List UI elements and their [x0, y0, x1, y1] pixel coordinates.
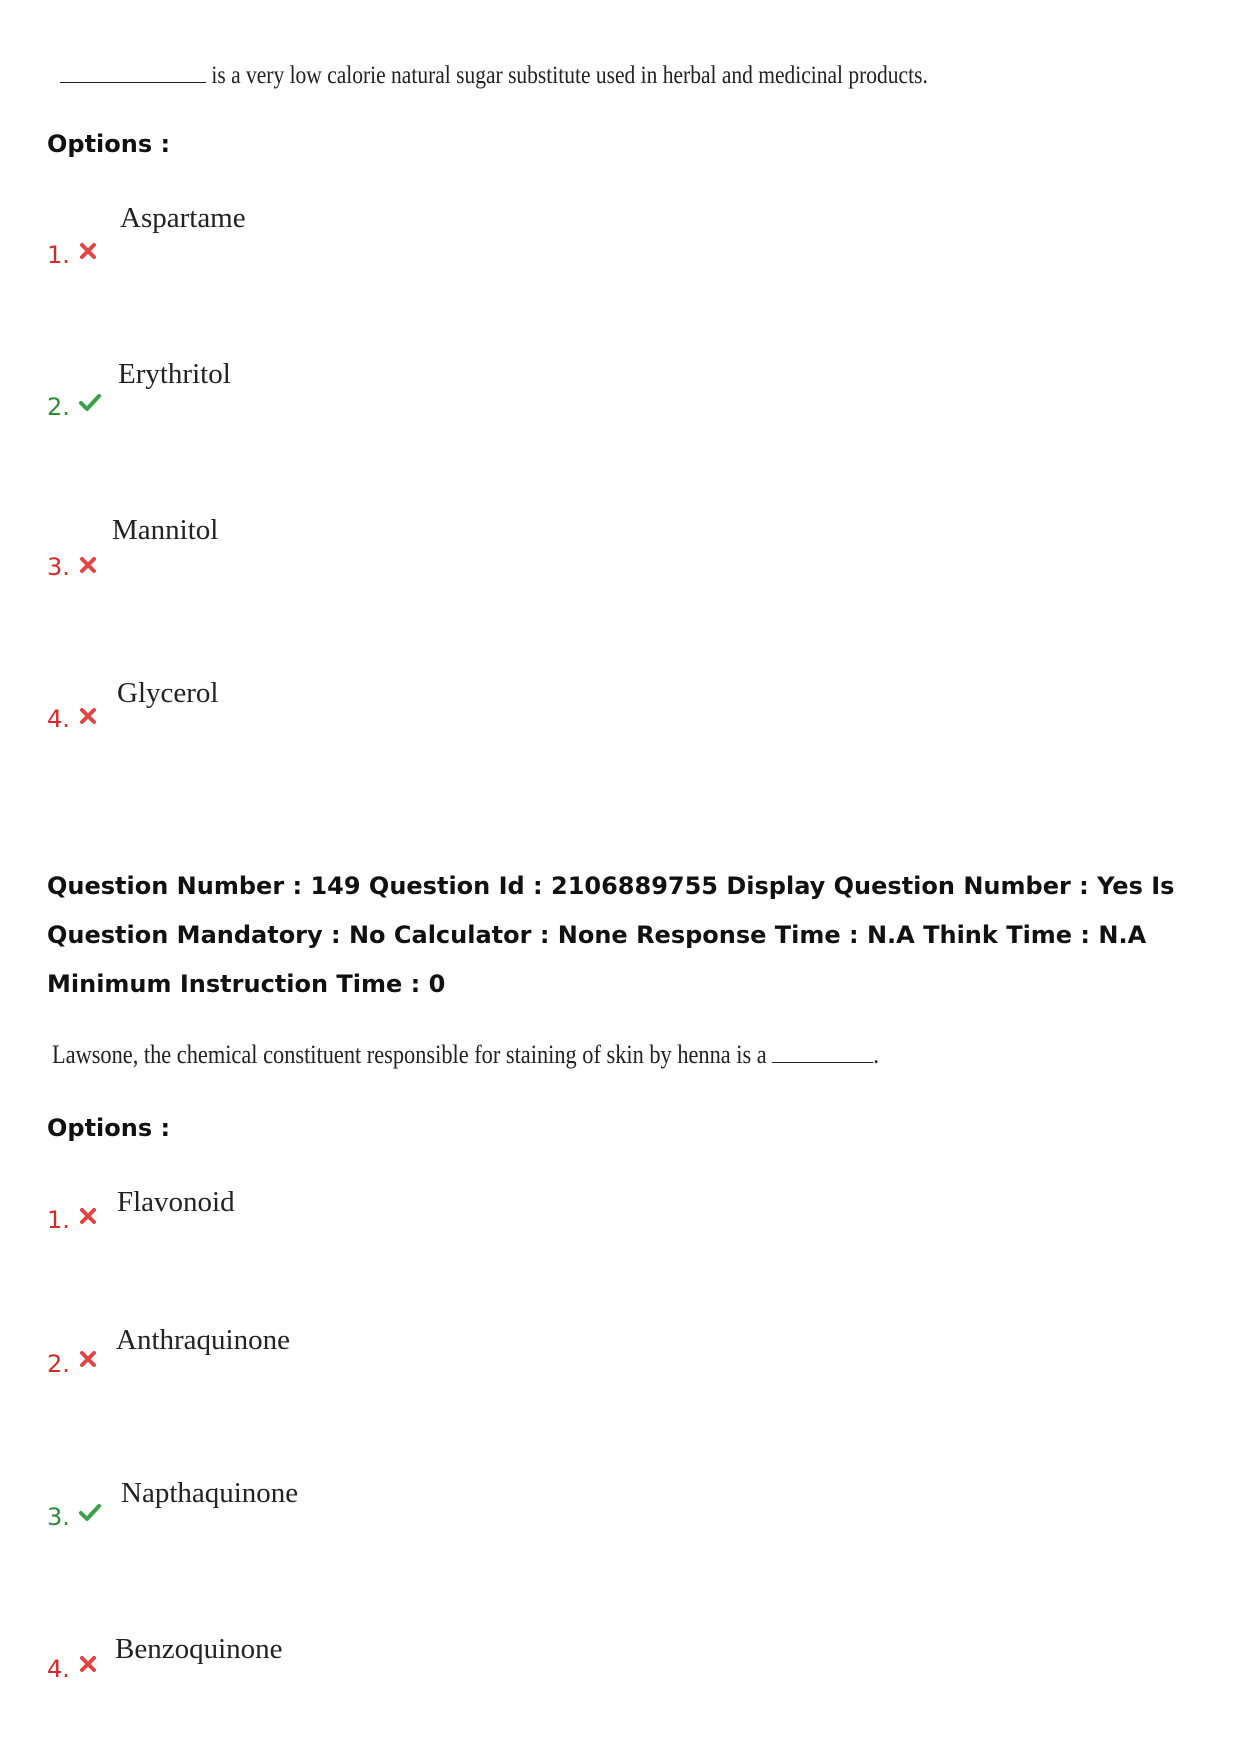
- option-number: 4.: [47, 1655, 70, 1683]
- option-text: Flavonoid: [117, 1186, 235, 1218]
- option-number: 4.: [47, 705, 70, 733]
- option-number: 3.: [47, 1503, 70, 1531]
- option-number: 1.: [47, 1206, 70, 1234]
- question-metadata: Question Number : 149 Question Id : 2106889755 Display Question Number : Yes Is Question Mandatory : No Calculator : None Response Time : N.A Think Time : N.A Minimum Instruction Time : 0: [47, 872, 1175, 998]
- answer-blank: [772, 1042, 873, 1063]
- cross-icon: [78, 241, 98, 261]
- cross-icon: [78, 1654, 98, 1674]
- option-text: Aspartame: [120, 202, 246, 234]
- cross-icon: [78, 1206, 98, 1226]
- option-text: Erythritol: [118, 358, 231, 390]
- option-text: Benzoquinone: [115, 1633, 283, 1665]
- answer-blank: [60, 62, 206, 83]
- check-icon: [78, 392, 102, 412]
- option-number: 1.: [47, 241, 70, 269]
- option-text: Napthaquinone: [121, 1477, 299, 1509]
- option-text: Anthraquinone: [116, 1324, 290, 1356]
- option-number: 2.: [47, 393, 70, 421]
- question-2-text: Lawsone, the chemical constituent responsible for staining of skin by henna is a .: [52, 1040, 879, 1069]
- question-1-text: is a very low calorie natural sugar substitute used in herbal and medicinal products.: [60, 62, 928, 90]
- option-text: Mannitol: [112, 514, 219, 546]
- cross-icon: [78, 706, 98, 726]
- cross-icon: [78, 1349, 98, 1369]
- option-text: Glycerol: [117, 677, 219, 709]
- check-icon: [78, 1502, 102, 1522]
- cross-icon: [78, 555, 98, 575]
- options-label: Options :: [47, 1114, 171, 1142]
- options-label: Options :: [47, 130, 171, 158]
- option-number: 2.: [47, 1350, 70, 1378]
- option-number: 3.: [47, 553, 70, 581]
